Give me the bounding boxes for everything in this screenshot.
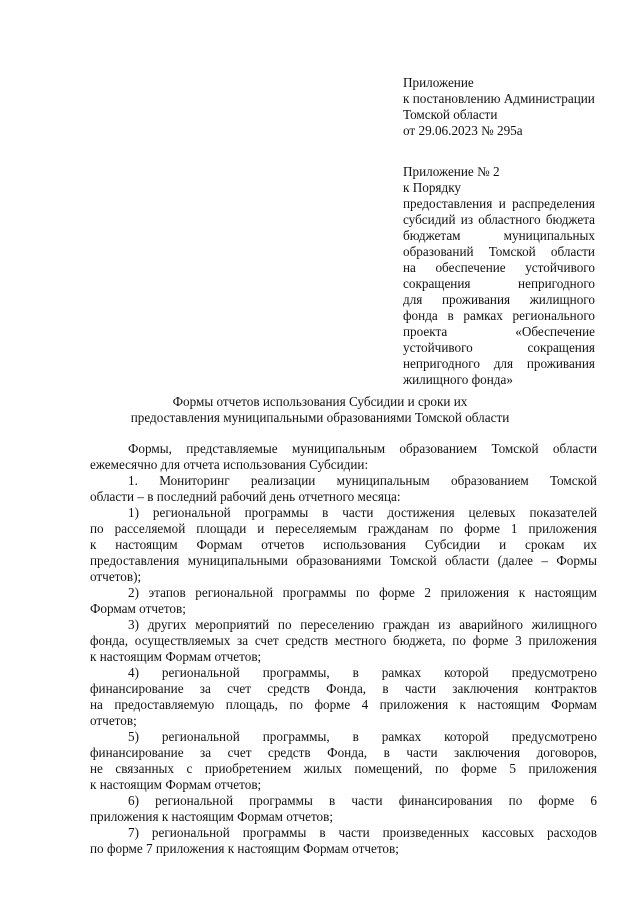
body-line: 7) региональной программы в части произведенных кассовых расходов (128, 825, 597, 840)
body-line: финансирование за счет средств Фонда, в части заключения контрактов (90, 681, 597, 696)
body-line: 2) этапов региональной программы по форме 2 приложения к настоящим (128, 585, 597, 600)
appendix-2-line: образований Томской области (403, 244, 595, 259)
appendix-2-line: фонда в рамках регионального (403, 308, 595, 323)
body-line: 4) региональной программы, в рамках которой предусмотрено (128, 665, 597, 680)
body-line: на предоставляемую площадь, по форме 4 приложения к настоящим Формам (90, 697, 597, 712)
appendix-2-line: для проживания жилищного (403, 292, 595, 307)
body-line: Формам отчетов; (90, 601, 186, 616)
appendix-2-line: жилищного фонда» (403, 372, 513, 387)
body-line: 6) региональной программы в части финансирования по форме 6 (128, 793, 597, 808)
body-line: к настоящим Формам отчетов; (90, 649, 262, 664)
appendix-region: Томской области (403, 107, 498, 122)
body-line: 1) региональной программы в части достижения целевых показателей (128, 505, 597, 520)
appendix-2-line: к Порядку (403, 180, 462, 195)
appendix-2-line: непригодного для проживания (403, 356, 595, 371)
body-line: к настоящим Формам отчетов; (90, 777, 262, 792)
appendix-2-line: субсидий из областного бюджета (403, 212, 595, 227)
body-line: по расселяемой площади и переселяемым гражданам по форме 1 приложения (90, 521, 597, 536)
appendix-2-line: бюджетам муниципальных (403, 228, 595, 243)
body-line: финансирование за счет средств Фонда, в части заключения договоров, (90, 745, 597, 760)
document-title-line-2: предоставления муниципальными образованиями Томской области (130, 410, 510, 425)
body-line: не связанных с приобретением жилых помещений, по форме 5 приложения (90, 761, 597, 776)
body-line: отчетов); (90, 569, 142, 584)
appendix-2-line: на обеспечение устойчивого (403, 260, 595, 275)
body-line: 5) региональной программы, в рамках которой предусмотрено (128, 729, 597, 744)
body-line: предоставления муниципальными образованиями Томской области (далее – Формы (90, 553, 597, 568)
appendix-2-line: предоставления и распределения (403, 196, 595, 211)
body-line: отчетов; (90, 713, 137, 728)
appendix-2-line: сокращения непригодного (403, 276, 595, 291)
appendix-2-line: Приложение № 2 (403, 164, 500, 179)
body-line: по форме 7 приложения к настоящим Формам отчетов; (90, 841, 399, 856)
body-line: приложения к настоящим Формам отчетов; (90, 809, 334, 824)
body-line: 1. Мониторинг реализации муниципальным образованием Томской (128, 473, 597, 488)
body-line: Формы, представляемые муниципальным образованием Томской области (128, 441, 597, 456)
appendix-2-line: устойчивого сокращения (403, 340, 595, 355)
body-line: к настоящим Формам отчетов использования Субсидии и срокам их (90, 537, 597, 552)
body-line: 3) других мероприятий по переселению граждан из аварийного жилищного (128, 617, 597, 632)
document-title-line-1: Формы отчетов использования Субсидии и сроки их (172, 394, 468, 409)
appendix-resolution: к постановлению Администрации (403, 91, 595, 106)
body-line: области – в последний рабочий день отчетного месяца: (90, 489, 401, 504)
appendix-date-number: от 29.06.2023 № 295а (403, 123, 523, 138)
appendix-label: Приложение (403, 75, 474, 90)
appendix-2-line: проекта «Обеспечение (403, 324, 595, 339)
body-line: фонда, осуществляемых за счет средств местного бюджета, по форме 3 приложения (90, 633, 597, 648)
body-line: ежемесячно для отчета использования Субсидии: (90, 457, 369, 472)
